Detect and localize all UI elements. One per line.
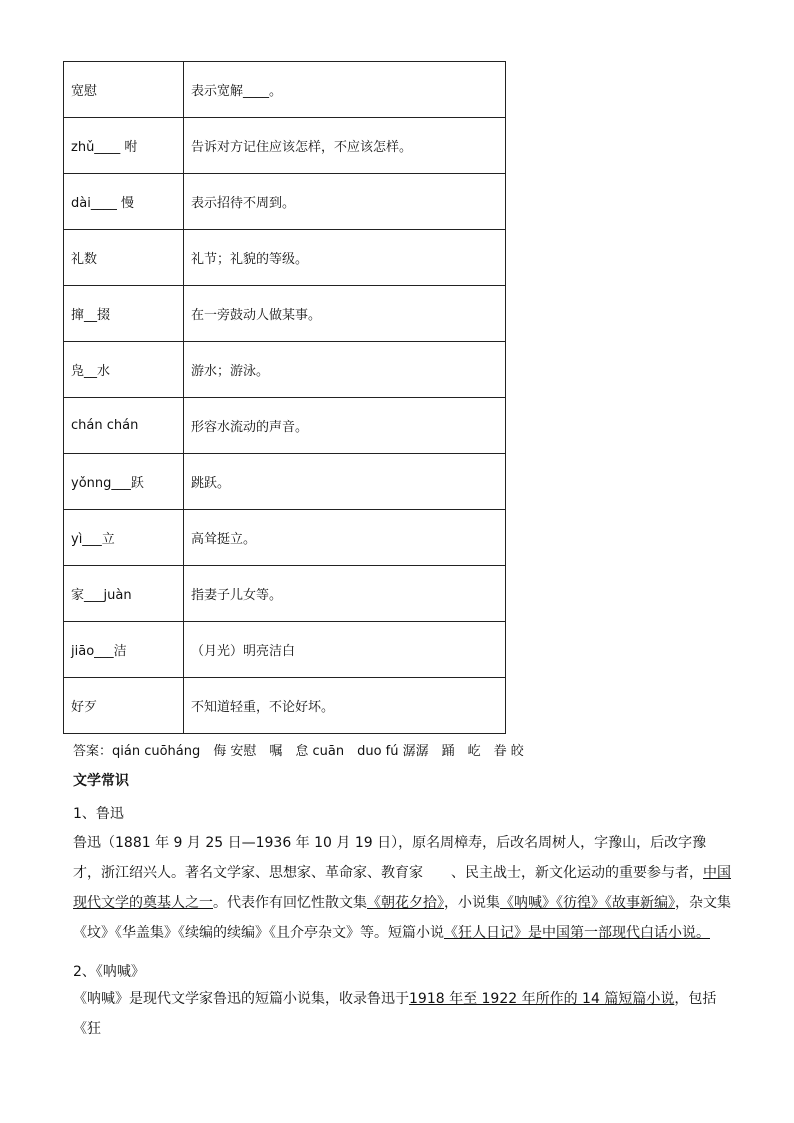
definition-cell: 表示宽解____。	[184, 62, 506, 118]
table-row	[64, 286, 506, 342]
table-row	[64, 622, 506, 678]
term-cell: 宽慰	[64, 62, 184, 118]
table-row	[64, 62, 506, 118]
item2-text-b: 1918 年至 1922 年所作的 14 篇短篇小说	[409, 991, 675, 1007]
table-row	[64, 174, 506, 230]
item1-paragraph	[73, 828, 733, 948]
term-cell: yǒnng___跃	[64, 454, 184, 510]
term-cell: 凫__水	[64, 342, 184, 398]
vocab-table-body	[64, 62, 506, 734]
definition-cell: 告诉对方记住应该怎样，不应该怎样。	[184, 118, 506, 174]
item1-text-a: 鲁迅（1881 年 9 月 25 日—1936 年 10 月 19 日），原名周樟寿，后改名周树人，字豫山，后改字豫才，浙江绍兴人。著名文学家、思想家、革命家、教育家 、民主战士，新文化运动的重要参与者，	[73, 835, 707, 881]
item1-text-e: ，小说集	[444, 895, 500, 911]
item2-text-c: ，包括《狂	[73, 991, 717, 1037]
table-row	[64, 678, 506, 734]
definition-cell: 形容水流动的声音。	[184, 398, 506, 454]
item1-text-g: ，杂文集《坟》《华盖集》《续编的续编》《且介亭杂文》等。短篇小说	[73, 895, 731, 941]
definition-cell: 礼节；礼貌的等级。	[184, 230, 506, 286]
item1-heading: 1、鲁迅	[73, 806, 124, 822]
section-title: 文学常识	[73, 773, 129, 789]
definition-cell: 跳跃。	[184, 454, 506, 510]
term-cell: 撺__掇	[64, 286, 184, 342]
item1-text-d: 《朝花夕拾》	[367, 895, 444, 911]
table-row	[64, 566, 506, 622]
table-row	[64, 454, 506, 510]
item2-paragraph	[73, 984, 733, 1044]
item2-heading: 2、《呐喊》	[73, 964, 145, 980]
table-row	[64, 510, 506, 566]
definition-cell: 指妻子儿女等。	[184, 566, 506, 622]
term-cell: 家___juàn	[64, 566, 184, 622]
item1-text-c: 。代表作有回忆性散文集	[213, 895, 367, 911]
item2-text-a: 《呐喊》是现代文学家鲁迅的短篇小说集，收录鲁迅于	[73, 991, 409, 1007]
item1-text-f: 《呐喊》《彷徨》《故事新编》	[500, 895, 675, 911]
table-row	[64, 230, 506, 286]
definition-cell: 表示招待不周到。	[184, 174, 506, 230]
answer-line: 答案：qián cuōháng 侮 安慰 嘱 怠 cuān duo fú 潺潺 踊 屹 眷 皎	[73, 744, 524, 759]
definition-cell: 不知道轻重，不论好坏。	[184, 678, 506, 734]
term-cell: 好歹	[64, 678, 184, 734]
definition-cell: （月光）明亮洁白	[184, 622, 506, 678]
definition-cell: 游水；游泳。	[184, 342, 506, 398]
item1-text-b: 中国现代文学的奠基人之一	[73, 865, 731, 911]
table-row	[64, 342, 506, 398]
item1-text-h: 《狂人日记》是中国第一部现代白话小说。	[444, 925, 710, 941]
term-cell: chán chán	[64, 398, 184, 454]
definition-cell: 在一旁鼓动人做某事。	[184, 286, 506, 342]
vocab-table	[63, 61, 506, 734]
term-cell: zhǔ____ 咐	[64, 118, 184, 174]
table-row	[64, 118, 506, 174]
term-cell: jiāo___洁	[64, 622, 184, 678]
term-cell: dài____ 慢	[64, 174, 184, 230]
term-cell: 礼数	[64, 230, 184, 286]
table-row	[64, 398, 506, 454]
term-cell: yì___立	[64, 510, 184, 566]
definition-cell: 高耸挺立。	[184, 510, 506, 566]
